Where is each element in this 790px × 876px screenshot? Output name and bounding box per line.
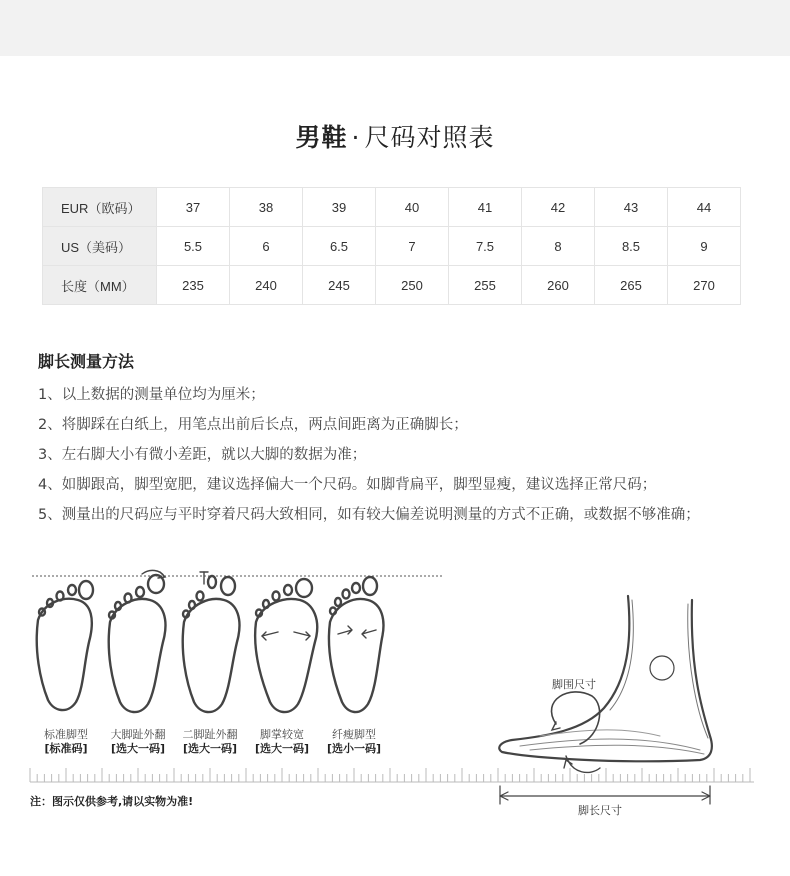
table-cell: 7.5 xyxy=(449,227,522,266)
list-item: 1、以上数据的测量单位均为厘米； xyxy=(38,387,265,403)
top-bar xyxy=(0,0,790,56)
table-cell: 44 xyxy=(668,188,741,227)
page-title xyxy=(0,118,790,154)
table-cell: 41 xyxy=(449,188,522,227)
row-header: EUR（欧码） xyxy=(43,188,157,227)
list-item: 2、将脚踩在白纸上，用笔点出前后长点，两点间距离为正确脚长； xyxy=(38,417,468,433)
measure-rules xyxy=(38,384,700,534)
table-cell: 235 xyxy=(157,266,230,305)
foot-illustrations xyxy=(0,560,790,820)
foot-wide-icon xyxy=(255,579,317,712)
table-row xyxy=(43,227,741,266)
ruler-graphic xyxy=(30,768,754,782)
foot-bunion-icon xyxy=(109,570,166,712)
foot-diagram-area xyxy=(0,560,790,820)
girth-label: 脚围尺寸 xyxy=(552,678,596,691)
list-item: 4、如脚跟高，脚型宽肥，建议选择偏大一个尺码。如脚背扁平，脚型显瘦，建议选择正常尺码； xyxy=(38,477,657,493)
list-item: 3、左右脚大小有微小差距，就以大脚的数据为准； xyxy=(38,447,367,463)
table-cell: 8.5 xyxy=(595,227,668,266)
foot-type-label xyxy=(28,728,104,756)
table-cell: 255 xyxy=(449,266,522,305)
disclaimer-note: 注：图示仅供参考,请以实物为准! xyxy=(30,795,194,808)
table-cell: 240 xyxy=(230,266,303,305)
foot-standard-icon xyxy=(37,581,93,710)
table-cell: 43 xyxy=(595,188,668,227)
foot-type-label xyxy=(244,728,320,756)
table-cell: 5.5 xyxy=(157,227,230,266)
foot-type-advice: [选小一码] xyxy=(326,742,382,755)
size-table xyxy=(42,187,741,305)
table-cell: 6.5 xyxy=(303,227,376,266)
foot-type-name: 脚掌较宽 xyxy=(260,728,304,741)
foot-type-name: 标准脚型 xyxy=(44,728,88,741)
foot-second-toe-icon xyxy=(183,572,240,712)
foot-type-name: 二脚趾外翻 xyxy=(182,728,238,741)
measure-title: 脚长测量方法 xyxy=(38,352,135,371)
table-cell: 9 xyxy=(668,227,741,266)
table-row xyxy=(43,266,741,305)
table-cell: 40 xyxy=(376,188,449,227)
foot-type-advice: [选大一码] xyxy=(182,742,238,755)
foot-type-advice: [选大一码] xyxy=(110,742,166,755)
list-item: 5、测量出的尺码应与平时穿着尺码大致相同，如有较大偏差说明测量的方式不正确，或数据不够准确； xyxy=(38,507,700,523)
foot-type-name: 大脚趾外翻 xyxy=(110,728,166,741)
table-cell: 265 xyxy=(595,266,668,305)
foot-slim-icon xyxy=(329,577,384,712)
table-row xyxy=(43,188,741,227)
table-cell: 39 xyxy=(303,188,376,227)
title-bold: 男鞋 xyxy=(295,123,348,152)
foot-type-advice: [标准码] xyxy=(44,742,88,755)
foot-type-label xyxy=(172,728,248,756)
table-cell: 38 xyxy=(230,188,303,227)
title-dot: · xyxy=(351,123,361,152)
table-cell: 250 xyxy=(376,266,449,305)
length-label: 脚长尺寸 xyxy=(578,804,622,817)
row-header: US（美码） xyxy=(43,227,157,266)
row-header: 长度（MM） xyxy=(43,266,157,305)
table-cell: 7 xyxy=(376,227,449,266)
table-cell: 37 xyxy=(157,188,230,227)
table-cell: 8 xyxy=(522,227,595,266)
foot-type-name: 纤瘦脚型 xyxy=(332,728,376,741)
table-cell: 260 xyxy=(522,266,595,305)
foot-type-label xyxy=(316,728,392,756)
foot-type-label xyxy=(100,728,176,756)
table-cell: 270 xyxy=(668,266,741,305)
foot-type-advice: [选大一码] xyxy=(254,742,310,755)
table-cell: 245 xyxy=(303,266,376,305)
title-rest: 尺码对照表 xyxy=(364,123,495,152)
table-cell: 42 xyxy=(522,188,595,227)
table-cell: 6 xyxy=(230,227,303,266)
